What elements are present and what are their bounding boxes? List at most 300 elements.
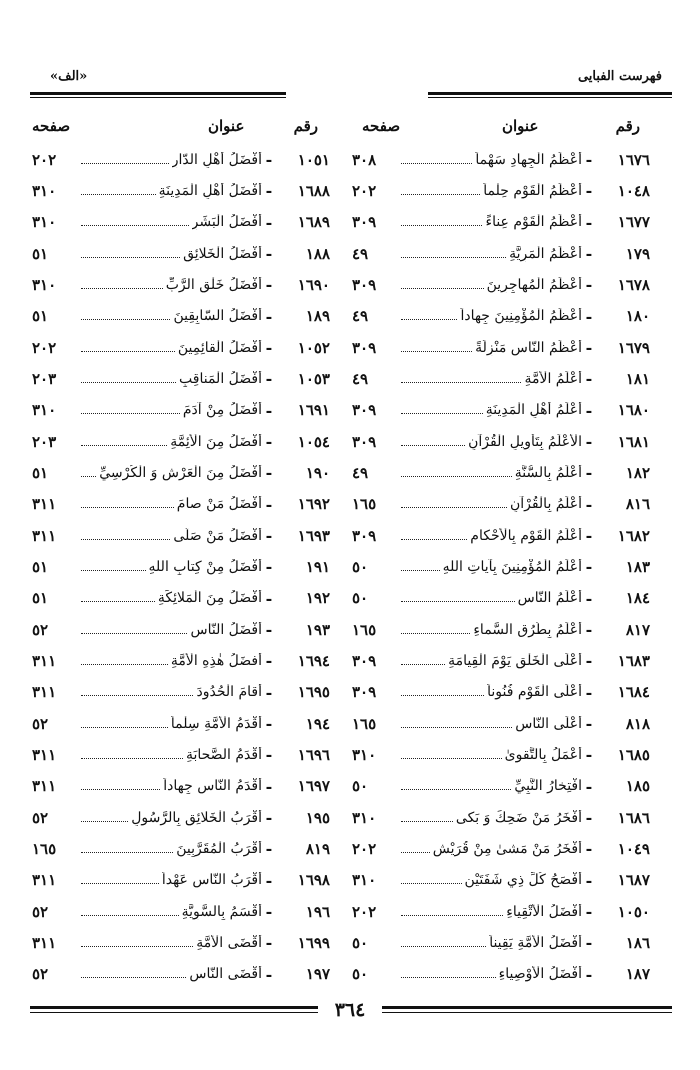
index-entry [352,238,650,269]
entry-number: ١٦٩٩ [297,933,330,952]
entry-separator: - [585,620,593,640]
entry-title: أَقْضَى الْأُمَّةِ [196,934,262,951]
index-entry [32,363,330,394]
index-entry [32,614,330,645]
entry-separator: - [265,432,273,452]
entry-number: ١٨٩ [305,307,330,326]
entry-separator: - [585,588,593,608]
dot-leader [401,632,470,634]
entry-page: ٢٠٣ [32,369,57,388]
dot-leader [81,193,156,195]
page-column-label: صفحه [362,117,401,135]
index-entry [352,708,650,739]
entry-title: أَعْلَمُ الْقَوْمِ بِالْأَحْكامِ [470,527,582,544]
index-entry [352,739,650,770]
number-column-label: رقم [615,117,640,135]
entry-separator: - [265,902,273,922]
entry-page: ٥٢ [32,620,49,639]
entry-title: أَفْضَلُ الْخَلائِقِ [183,245,262,262]
entry-page: ٣١١ [32,933,57,952]
index-entry [32,959,330,990]
index-entry [352,645,650,676]
index-entry [32,238,330,269]
entry-separator: - [585,338,593,358]
entry-page: ٥٢ [32,902,49,921]
entry-title: أَفْضَلُ مِنَ الْمَلائِكَةِ [157,590,262,607]
entry-title: أَعْظَمُ الْمُؤْمِنِينَ جِهاداً [460,308,582,325]
entry-number: ٨١٧ [625,620,650,639]
entry-page: ٥١ [32,307,49,326]
dot-leader [81,914,179,916]
dot-leader [401,694,484,696]
entry-page: ٣١١ [32,871,57,890]
entry-separator: - [265,964,273,984]
entry-page: ٢٠٢ [32,338,57,357]
index-entry [32,269,330,300]
entry-title: أَفضَلُ هٰذِهِ الْأُمَّةِ [170,652,262,669]
entry-number: ١٦٩٦ [297,745,330,764]
entry-page: ٣١٠ [352,745,377,764]
entry-number: ١٦٨٢ [617,526,650,545]
entry-page: ٣١١ [32,651,57,670]
index-entry [352,551,650,582]
entry-page: ٣١١ [32,526,57,545]
entry-separator: - [265,306,273,326]
dot-leader [401,976,496,978]
entry-separator: - [585,181,593,201]
entry-number: ١٦٨٨ [297,181,330,200]
entry-page: ٥٠ [352,557,369,576]
entry-page: ٣٠٩ [352,683,377,702]
entry-title: الْأَعْلَمُ بِتَأْوِيلِ الْقُرْآنِ [468,433,582,450]
index-entry [352,332,650,363]
entry-title: أَعْظَمُ الْقَوْمِ حِلْماً [483,182,582,199]
entry-page: ٣١١ [32,745,57,764]
entry-separator: - [265,400,273,420]
entry-page: ٣١٠ [32,213,57,232]
dot-leader [401,224,482,226]
index-entry [352,301,650,332]
dot-leader [401,444,465,446]
dot-leader [81,224,189,226]
entry-separator: - [265,181,273,201]
dot-leader [81,506,174,508]
dot-leader [401,914,503,916]
entry-title: أَقْدَمُ الْأُمَّةِ سِلْماً [170,715,262,732]
entry-page: ٤٩ [352,244,369,263]
entry-separator: - [585,306,593,326]
entry-page: ٣٠٨ [352,150,377,169]
entry-number: ١٨٣ [625,557,650,576]
entry-number: ١٦٧٨ [617,275,650,294]
dot-leader [81,632,187,634]
entry-separator: - [585,808,593,828]
entry-number: ١٦٨٧ [617,871,650,890]
index-entry [352,583,650,614]
entry-title: أَعْمَلُ بِالتَّقوىٰ [504,746,582,763]
entry-separator: - [585,212,593,232]
entry-separator: - [265,369,273,389]
left-column-header [32,117,330,141]
entry-separator: - [265,808,273,828]
dot-leader [81,882,159,884]
title-column-label: عنوان [502,117,539,135]
entry-number: ١٦٩٥ [297,683,330,702]
entry-page: ٢٠٣ [32,432,57,451]
header-rule-left-thin [30,97,286,98]
index-entry [32,645,330,676]
entry-page: ٤٩ [352,369,369,388]
dot-leader [401,851,430,853]
dot-leader [81,851,173,853]
entry-separator: - [265,212,273,232]
entry-separator: - [585,714,593,734]
dot-leader [81,444,167,446]
entry-separator: - [265,338,273,358]
entry-number: ١٨١ [625,369,650,388]
page-column-label: صفحه [32,117,71,135]
entry-page: ٣١٠ [352,808,377,827]
entry-separator: - [585,651,593,671]
index-entry [32,771,330,802]
entry-separator: - [585,557,593,577]
entry-title: افْتِخارُ النَّبِيِّ [514,778,582,795]
left-index-column [32,144,330,984]
entry-title: أَقْرَبُ الْمُقَرَّبِينَ [176,840,262,857]
entry-number: ١٠٥١ [297,150,330,169]
entry-title: أَعْلَى الْقَوْمِ فُنُوناً [487,684,582,701]
index-entry [352,363,650,394]
entry-title: أَعْلَمُ أَهْلِ الْمَدِينَةِ [485,402,582,419]
index-entry [352,207,650,238]
index-entry [352,520,650,551]
entry-number: ٨١٨ [625,714,650,733]
dot-leader [401,318,457,320]
number-column-label: رقم [293,117,318,135]
dot-leader [401,162,472,164]
dot-leader [401,506,507,508]
entry-number: ١٦٨١ [617,432,650,451]
entry-number: ٨١٩ [305,839,330,858]
entry-page: ٣٠٩ [352,213,377,232]
entry-number: ١٩١ [305,557,330,576]
index-entry [352,457,650,488]
entry-title: أَفْصَحُ كُلِّ ذِي شَفَتَيْنِ [464,872,582,889]
entry-page: ٣٠٩ [352,401,377,420]
entry-page: ١٦٥ [32,839,57,858]
entry-page: ٢٠٢ [352,839,377,858]
entry-number: ١٦٨٦ [617,808,650,827]
dot-leader [81,287,163,289]
dot-leader [81,318,170,320]
entry-number: ١٦٨٠ [617,401,650,420]
entry-number: ١٨٥ [625,777,650,796]
entry-separator: - [585,275,593,295]
index-entry [352,771,650,802]
entry-title: أَفْضَلُ الْقائِمِينَ [177,339,262,356]
index-entry [32,520,330,551]
dot-leader [401,600,515,602]
index-entry [32,896,330,927]
index-entry [32,677,330,708]
dot-leader [81,788,160,790]
entry-separator: - [265,776,273,796]
entry-separator: - [585,150,593,170]
entry-page: ٤٩ [352,463,369,482]
entry-page: ٣١١ [32,495,57,514]
dot-leader [401,350,472,352]
dot-leader [401,256,506,258]
right-column-header [352,117,650,141]
book-title: فهرست الفبایی [577,69,662,84]
entry-number: ١٦٩٤ [297,651,330,670]
entry-title: أَعْظَمُ الْجِهادِ سَهْماً [475,151,582,168]
entry-title: أَفْخَرُ مَنْ ضَحِكَ وَ بَكى [455,809,582,826]
entry-number: ١٩٠ [305,463,330,482]
index-entry [32,708,330,739]
index-entry [352,395,650,426]
entry-number: ١٩٢ [305,589,330,608]
entry-page: ٥٢ [32,965,49,984]
entry-title: أَقْدَمُ الصَّحابَةِ [185,746,262,763]
entry-title: أَفْضَلُ الْمَناقِبِ [179,370,262,387]
index-entry [32,489,330,520]
dot-leader [401,726,512,728]
index-entry [32,175,330,206]
entry-page: ٣١١ [32,777,57,796]
dot-leader [81,569,146,571]
entry-page: ٥١ [32,589,49,608]
index-entry [352,833,650,864]
entry-title: أَفْضَلُ السّابِقِينَ [173,308,262,325]
entry-number: ١٦٩٠ [297,275,330,294]
index-entry [32,457,330,488]
entry-separator: - [265,494,273,514]
entry-title: أَعْلَمُ بِطُرُقِ السَّماءِ [473,621,582,638]
entry-title: أَفْضَلُ مِنَ الْعَرْشِ وَ الْكُرْسِيِّ [99,464,262,481]
dot-leader [401,412,483,414]
entry-separator: - [265,526,273,546]
entry-separator: - [265,150,273,170]
entry-number: ١٩٥ [305,808,330,827]
entry-title: أَعْظَمُ النّاسِ مَنْزِلَةً [475,339,582,356]
entry-number: ١٦٨٤ [617,683,650,702]
entry-separator: - [585,745,593,765]
entry-title: أَعْلَمُ بِالْقُرْآنِ [509,496,582,513]
entry-separator: - [265,588,273,608]
index-entry [352,426,650,457]
dot-leader [81,538,170,540]
entry-number: ١٠٥٤ [297,432,330,451]
entry-page: ٣١٠ [32,401,57,420]
entry-page: ١٦٥ [352,620,377,639]
dot-leader [81,663,168,665]
entry-title: أَعْظَمُ الْمُهاجِرِينَ [486,276,582,293]
entry-page: ٣١١ [32,683,57,702]
index-entry [32,865,330,896]
dot-leader [81,600,155,602]
index-entry [352,614,650,645]
entry-separator: - [585,369,593,389]
entry-title: أَفْضَلُ مَنْ صَلّى [173,527,262,544]
entry-title: أَفْضَلُ مِنَ الْأَئِمَّةِ [170,433,262,450]
dot-leader [401,381,521,383]
entry-page: ٤٩ [352,307,369,326]
entry-separator: - [585,870,593,890]
entry-title: أَقْرَبُ النّاسِ عَهْداً [161,872,262,889]
entry-page: ٥٢ [32,808,49,827]
entry-title: أَفْضَلُ النّاسِ [190,621,262,638]
dot-leader [81,694,193,696]
entry-number: ١٨٦ [625,933,650,952]
entry-page: ٢٠٢ [352,902,377,921]
entry-separator: - [585,964,593,984]
index-entry [352,802,650,833]
dot-leader [401,820,453,822]
dot-leader [81,381,176,383]
entry-title: أَفْضَلُ الْبَشَرِ [191,214,262,231]
entry-number: ١٦٨٥ [617,745,650,764]
entry-title: أَفْضَلُ أَهْلِ الدّارِ [171,151,262,168]
dot-leader [401,475,512,477]
index-entry [32,426,330,457]
index-entry [32,551,330,582]
entry-separator: - [265,275,273,295]
entry-separator: - [585,526,593,546]
entry-separator: - [585,902,593,922]
dot-leader [401,193,480,195]
dot-leader [81,757,183,759]
title-column-label: عنوان [208,117,245,135]
entry-page: ٢٠٢ [32,150,57,169]
entry-title: أَعْلَمُ الْأُمَّةِ [524,370,582,387]
dot-leader [401,569,440,571]
dot-leader [401,788,511,790]
entry-number: ١٩٣ [305,620,330,639]
index-entry [352,927,650,958]
entry-title: أَقْدَمُ النّاسِ جِهاداً [163,778,262,795]
entry-page: ٣١٠ [32,275,57,294]
entry-page: ٣٠٩ [352,432,377,451]
index-entry [32,207,330,238]
header-rule-right-thin [428,97,672,98]
entry-title: أَعْلَمُ بِالسُّنَّةِ [514,464,582,481]
entry-page: ٥٠ [352,965,369,984]
entry-title: أَعْظَمُ الْمَرِيَّةِ [509,245,582,262]
index-entry [32,802,330,833]
entry-separator: - [585,494,593,514]
entry-title: أَقْرَبُ الْخَلائِقِ بِالرَّسُولِ [131,809,262,826]
dot-leader [81,162,169,164]
entry-title: أَعْظَمُ الْقَوْمِ عِناءً [485,214,582,231]
index-entry [32,583,330,614]
dot-leader [81,475,96,477]
entry-separator: - [585,776,593,796]
entry-separator: - [265,682,273,702]
entry-number: ١٠٤٩ [617,839,650,858]
entry-separator: - [265,557,273,577]
entry-number: ١٧٩ [625,244,650,263]
entry-number: ١٦٨٩ [297,213,330,232]
entry-page: ٢٠٢ [352,181,377,200]
entry-number: ١٨٨ [305,244,330,263]
dot-leader [401,882,462,884]
entry-title: أَفْضَلُ الْأَوْصِياءِ [498,966,582,983]
entry-page: ٥٠ [352,777,369,796]
page-number: ٣٦٤ [318,999,382,1021]
entry-separator: - [265,870,273,890]
entry-title: أَفْضَلُ مِنْ كِتابِ اللهِ [148,558,262,575]
index-entry [32,332,330,363]
entry-title: أَعْلَمُ الْمُؤْمِنِينَ بِآياتِ اللهِ [442,558,582,575]
dot-leader [81,820,128,822]
entry-title: أَقْضَى النّاسِ [189,966,262,983]
entry-separator: - [265,651,273,671]
entry-separator: - [585,400,593,420]
entry-number: ١٦٧٦ [617,150,650,169]
entry-separator: - [265,463,273,483]
entry-title: أَعْلَى النّاسِ [515,715,582,732]
entry-title: أَفْضَلُ مَنْ صامَ [176,496,262,513]
entry-number: ١٨٧ [625,965,650,984]
index-entry [32,395,330,426]
dot-leader [81,976,186,978]
entry-page: ٥١ [32,557,49,576]
entry-page: ٣٠٩ [352,338,377,357]
index-entry [32,833,330,864]
dot-leader [401,287,484,289]
entry-title: أَفْضَلُ الْأَتْقِياءِ [506,903,582,920]
entry-separator: - [265,745,273,765]
entry-number: ١٠٥٢ [297,338,330,357]
entry-separator: - [265,620,273,640]
entry-number: ١٦٩١ [297,401,330,420]
entry-separator: - [585,682,593,702]
entry-page: ٥٠ [352,589,369,608]
index-entry [32,301,330,332]
header-rule-left-thick [30,92,286,95]
index-entry [32,144,330,175]
dot-leader [81,945,193,947]
index-entry [32,927,330,958]
index-entry [352,269,650,300]
entry-number: ١٨٤ [625,589,650,608]
entry-separator: - [585,933,593,953]
entry-number: ٨١٦ [625,495,650,514]
entry-number: ١٦٩٨ [297,871,330,890]
entry-number: ١٨٢ [625,463,650,482]
entry-number: ١٦٩٣ [297,526,330,545]
index-entry [352,959,650,990]
entry-page: ٣٠٩ [352,526,377,545]
entry-separator: - [265,839,273,859]
entry-page: ٣٠٩ [352,651,377,670]
entry-number: ١٦٩٧ [297,777,330,796]
entry-title: أَفْضَلُ أَهْلِ الْمَدِينَةِ [158,182,262,199]
dot-leader [401,538,467,540]
dot-leader [401,663,445,665]
dot-leader [81,350,175,352]
index-entry [352,489,650,520]
entry-number: ١٦٧٩ [617,338,650,357]
entry-number: ١٠٥٠ [617,902,650,921]
entry-page: ٣١٠ [32,181,57,200]
dot-leader [401,757,502,759]
index-entry [32,739,330,770]
entry-title: أَعْلَى الْخَلْقِ يَوْمَ الْقِيامَةِ [448,652,582,669]
entry-separator: - [265,933,273,953]
entry-page: ٥٠ [352,933,369,952]
